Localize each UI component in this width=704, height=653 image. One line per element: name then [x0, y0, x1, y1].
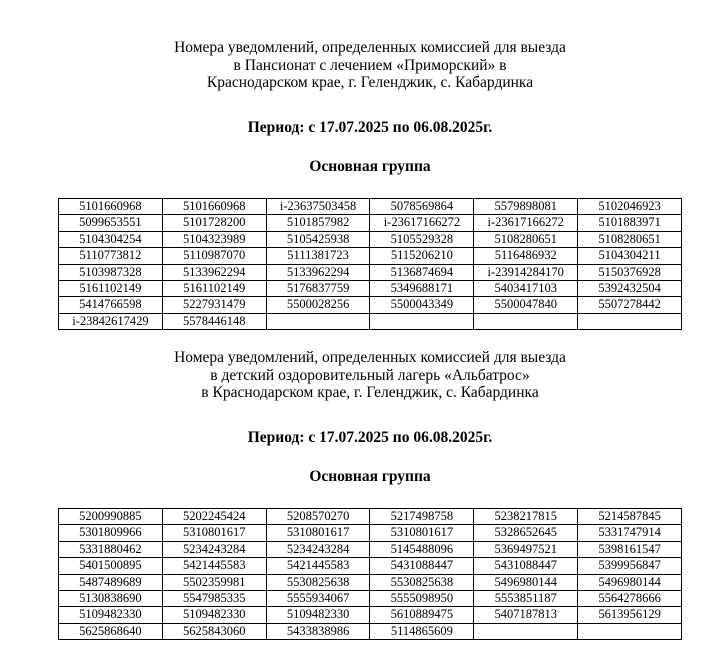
notification-number-cell: 5111381723 [266, 248, 370, 264]
notification-number-cell: 5130838690 [59, 591, 163, 607]
notification-number-cell: 5110773812 [59, 248, 163, 264]
notification-number-cell: 5403417103 [474, 281, 578, 297]
notification-number-cell: i-23842617429 [59, 313, 163, 329]
notification-number-cell: 5431088447 [370, 558, 474, 574]
notification-number-cell: 5553851187 [474, 591, 578, 607]
notification-number-cell: 5431088447 [474, 558, 578, 574]
notification-number-cell: 5421445583 [266, 558, 370, 574]
section-1-group-title: Основная группа [309, 158, 431, 175]
notification-number-cell: 5530825638 [370, 574, 474, 590]
notification-number-cell: 5108280651 [578, 231, 682, 247]
notification-number-cell: 5115206210 [370, 248, 474, 264]
heading-line: Краснодарском крае, г. Геленджик, с. Кабардинка [206, 74, 534, 91]
notification-number-cell: 5369497521 [474, 541, 578, 557]
notification-number-cell: 5114865609 [370, 623, 474, 639]
notification-number-cell: 5487489689 [59, 574, 163, 590]
notification-number-cell: 5331880462 [59, 541, 163, 557]
notification-number-cell: 5099653551 [59, 215, 163, 231]
notification-number-cell: 5101660968 [59, 199, 163, 215]
notification-number-cell: 5078569864 [370, 199, 474, 215]
notification-number-cell: 5625868640 [59, 623, 163, 639]
notification-number-cell: 5349688171 [370, 281, 474, 297]
notification-number-cell: 5310801617 [266, 525, 370, 541]
table-row [59, 558, 682, 574]
notification-number-cell: 5555934067 [266, 591, 370, 607]
notification-number-cell: 5530825638 [266, 574, 370, 590]
notification-number-cell: 5392432504 [578, 281, 682, 297]
notification-number-cell: i-23914284170 [474, 264, 578, 280]
notification-number-cell: 5547985335 [162, 591, 266, 607]
notification-number-cell: 5227931479 [162, 297, 266, 313]
notification-number-cell: 5116486932 [474, 248, 578, 264]
notification-number-cell: 5102046923 [578, 199, 682, 215]
notification-number-cell: 5500047840 [474, 297, 578, 313]
notification-number-cell: 5238217815 [474, 509, 578, 525]
notification-number-cell: 5136874694 [370, 264, 474, 280]
notification-number-cell: 5401500895 [59, 558, 163, 574]
section-1-heading [0, 39, 704, 92]
notification-number-cell: 5433838986 [266, 623, 370, 639]
notification-number-cell: 5105529328 [370, 231, 474, 247]
notification-number-cell: 5104304211 [578, 248, 682, 264]
section-2-group-title: Основная группа [309, 468, 431, 485]
notification-number-cell: 5500043349 [370, 297, 474, 313]
notification-number-cell: i-23617166272 [474, 215, 578, 231]
heading-line: Номера уведомлений, определенных комиссией для выезда [174, 349, 566, 366]
notification-number-cell [474, 623, 578, 639]
notification-number-cell: 5110987070 [162, 248, 266, 264]
notification-number-cell [474, 313, 578, 329]
notification-number-cell: 5109482330 [59, 607, 163, 623]
section-2-heading [0, 349, 704, 402]
notification-number-cell: 5234243284 [266, 541, 370, 557]
notification-number-cell: 5150376928 [578, 264, 682, 280]
section-1-period: Период: с 17.07.2025 по 06.08.2025г. [247, 119, 493, 136]
table-row [59, 264, 682, 280]
notification-number-cell: 5161102149 [59, 281, 163, 297]
notification-number-cell: 5421445583 [162, 558, 266, 574]
table-row [59, 574, 682, 590]
notification-number-cell: 5101728200 [162, 215, 266, 231]
table-row [59, 509, 682, 525]
heading-line: Номера уведомлений, определенных комиссией для выезда [174, 39, 566, 56]
notification-number-cell: 5331747914 [578, 525, 682, 541]
notification-number-cell: 5301809966 [59, 525, 163, 541]
table-row [59, 199, 682, 215]
notification-number-cell [266, 313, 370, 329]
notification-number-cell: 5133962294 [266, 264, 370, 280]
notification-number-cell: 5108280651 [474, 231, 578, 247]
notification-number-cell: 5507278442 [578, 297, 682, 313]
notification-number-cell: i-23637503458 [266, 199, 370, 215]
table-row [59, 215, 682, 231]
table-row [59, 281, 682, 297]
table-row [59, 297, 682, 313]
notification-number-cell: 5328652645 [474, 525, 578, 541]
notification-number-cell: 5579898081 [474, 199, 578, 215]
notification-number-cell: 5496980144 [474, 574, 578, 590]
notification-number-cell: 5234243284 [162, 541, 266, 557]
section-2-codes-table [58, 508, 682, 640]
notification-number-cell: 5214587845 [578, 509, 682, 525]
table-row [59, 541, 682, 557]
notification-number-cell: 5502359981 [162, 574, 266, 590]
table-row [59, 607, 682, 623]
table-row [59, 591, 682, 607]
notification-number-cell [370, 313, 474, 329]
notification-number-cell: 5133962294 [162, 264, 266, 280]
notification-number-cell: 5101883971 [578, 215, 682, 231]
notification-number-cell: 5104304254 [59, 231, 163, 247]
notification-number-cell: 5399956847 [578, 558, 682, 574]
notification-number-cell [578, 313, 682, 329]
notification-number-cell: 5310801617 [162, 525, 266, 541]
notification-number-cell: 5202245424 [162, 509, 266, 525]
notification-number-cell: 5578446148 [162, 313, 266, 329]
table-row [59, 231, 682, 247]
notification-number-cell: 5310801617 [370, 525, 474, 541]
notification-number-cell: 5145488096 [370, 541, 474, 557]
table-row [59, 313, 682, 329]
table-row [59, 248, 682, 264]
notification-number-cell: 5105425938 [266, 231, 370, 247]
notification-number-cell: 5109482330 [162, 607, 266, 623]
section-1-codes-table [58, 198, 682, 330]
notification-number-cell: 5496980144 [578, 574, 682, 590]
notification-number-cell: 5101857982 [266, 215, 370, 231]
notification-number-cell: 5217498758 [370, 509, 474, 525]
notification-number-cell: 5613956129 [578, 607, 682, 623]
notification-number-cell [578, 623, 682, 639]
section-2-period: Период: с 17.07.2025 по 06.08.2025г. [247, 429, 493, 446]
notification-number-cell: 5200990885 [59, 509, 163, 525]
notification-number-cell: 5208570270 [266, 509, 370, 525]
notification-number-cell: 5564278666 [578, 591, 682, 607]
notification-number-cell: 5625843060 [162, 623, 266, 639]
notification-number-cell: 5104323989 [162, 231, 266, 247]
notification-number-cell: 5555098950 [370, 591, 474, 607]
notification-number-cell: 5161102149 [162, 281, 266, 297]
notification-number-cell: 5109482330 [266, 607, 370, 623]
notification-number-cell: 5500028256 [266, 297, 370, 313]
notification-number-cell: 5610889475 [370, 607, 474, 623]
heading-line: в Пансионат с лечением «Приморский» в [233, 56, 507, 74]
notification-number-cell: 5176837759 [266, 281, 370, 297]
notification-number-cell: 5101660968 [162, 199, 266, 215]
table-row [59, 525, 682, 541]
notification-number-cell: i-23617166272 [370, 215, 474, 231]
notification-number-cell: 5398161547 [578, 541, 682, 557]
table-row [59, 623, 682, 639]
notification-number-cell: 5414766598 [59, 297, 163, 313]
notification-number-cell: 5407187813 [474, 607, 578, 623]
heading-line: в Краснодарском крае, г. Геленджик, с. Кабардинка [201, 384, 539, 401]
notification-number-cell: 5103987328 [59, 264, 163, 280]
heading-line: в детский оздоровительный лагерь «Альбатрос» [210, 366, 530, 384]
